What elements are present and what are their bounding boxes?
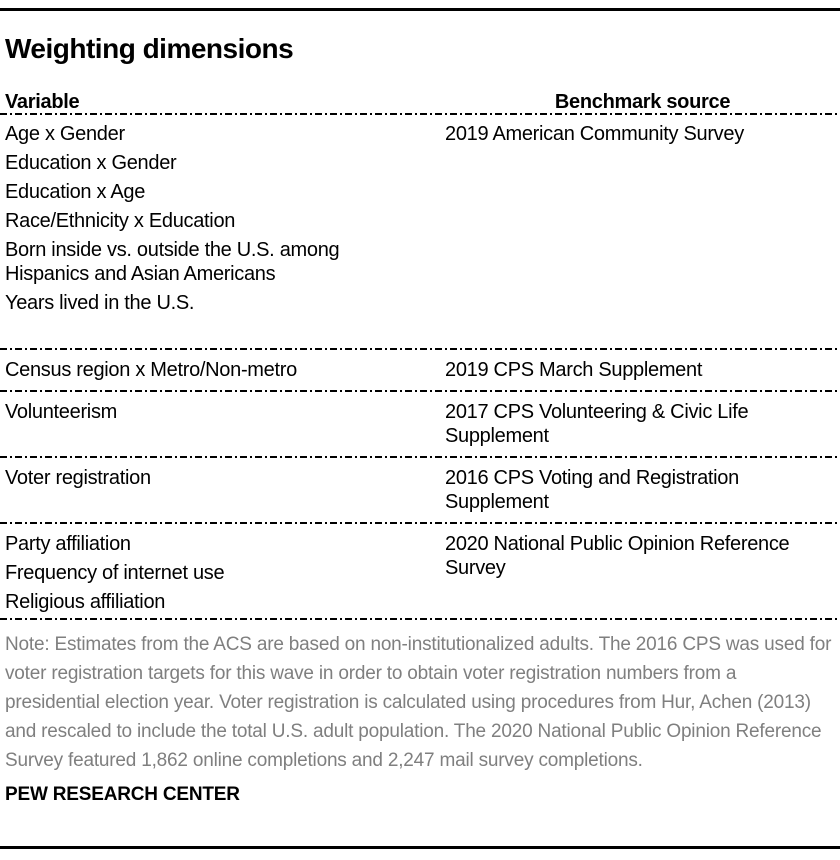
table-row — [0, 350, 840, 390]
variable-item: Party affiliation — [5, 533, 131, 555]
variable-item: Born inside vs. outside the U.S. among Hispanics and Asian Americans — [5, 239, 340, 285]
benchmark-cell: 2017 CPS Volunteering & Civic Life Supplement — [445, 401, 749, 447]
top-rule — [0, 8, 840, 11]
variable-item: Years lived in the U.S. — [5, 292, 195, 314]
table-row — [0, 392, 840, 456]
variable-item: Religious affiliation — [5, 591, 166, 613]
variable-item: Voter registration — [5, 467, 151, 489]
variable-item: Census region x Metro/Non-metro — [5, 359, 297, 381]
table-row — [0, 115, 840, 348]
variable-cell — [0, 358, 410, 382]
footer-brand: PEW RESEARCH CENTER — [5, 784, 240, 805]
table-body — [0, 115, 840, 620]
variable-item: Volunteerism — [5, 401, 118, 423]
benchmark-cell: 2016 CPS Voting and Registration Supplement — [445, 467, 739, 513]
table-row — [0, 524, 840, 618]
table-row — [0, 458, 840, 522]
variable-cell — [0, 466, 410, 490]
variable-item: Frequency of internet use — [5, 562, 225, 584]
column-header-variable: Variable — [5, 91, 80, 113]
note-text: Note: Estimates from the ACS are based on non-institutionalized adults. The 2016 CPS was used for voter registration targets for this wave in order to obtain voter registration numbers from a presidential election year. Voter registration is calculated using procedures from Hur, Achen (2013) and rescaled to include the total U.S. adult population. The 2020 National Public Opinion Reference Survey featured 1,862 online completions and 2,247 mail survey completions. — [5, 634, 832, 771]
row-divider — [0, 618, 840, 620]
variable-cell — [0, 122, 410, 315]
benchmark-cell: 2019 American Community Survey — [445, 123, 744, 145]
bottom-rule — [0, 846, 840, 849]
table-header — [0, 91, 840, 113]
variable-cell — [0, 532, 410, 614]
page-title: Weighting dimensions — [5, 33, 294, 64]
variable-item: Race/Ethnicity x Education — [5, 210, 236, 232]
column-header-benchmark-source: Benchmark source — [554, 91, 731, 113]
benchmark-cell: 2020 National Public Opinion Reference Survey — [445, 533, 790, 579]
variable-cell — [0, 400, 410, 424]
benchmark-cell: 2019 CPS March Supplement — [445, 359, 703, 381]
variable-item: Age x Gender — [5, 123, 125, 145]
variable-item: Education x Gender — [5, 152, 177, 174]
variable-item: Education x Age — [5, 181, 146, 203]
